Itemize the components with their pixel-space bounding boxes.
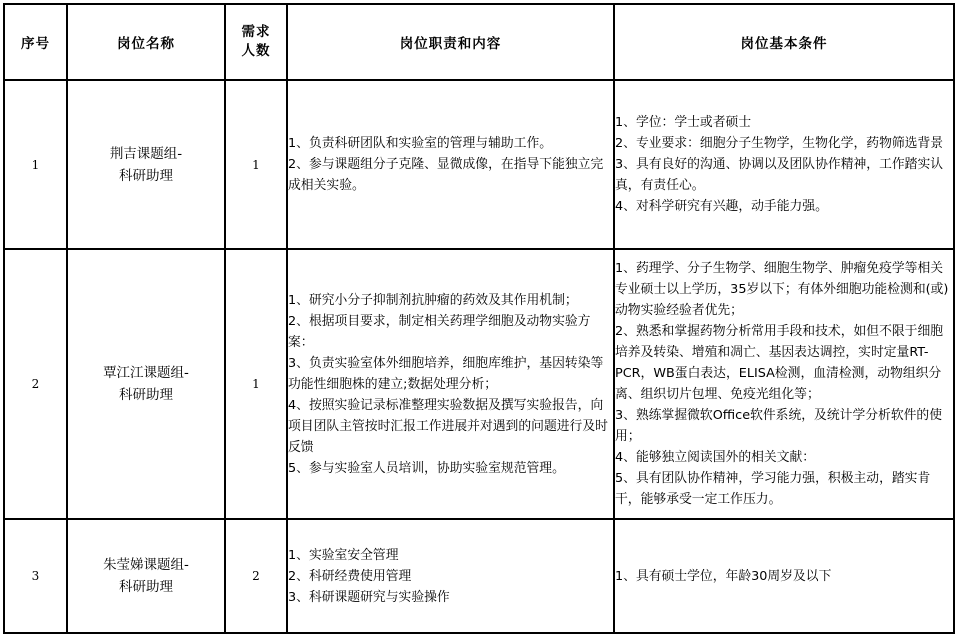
header-post: 岗位名称 <box>67 4 225 80</box>
row-duties <box>287 519 614 633</box>
header-qty-line2: 人数 <box>241 43 271 59</box>
duty-item: 1、负责科研团队和实验室的管理与辅助工作。 <box>288 136 553 151</box>
header-row <box>4 4 954 80</box>
row-duties <box>287 80 614 249</box>
requirement-item: 4、能够独立阅读国外的相关文献： <box>615 450 816 465</box>
requirement-item: 1、药理学、分子生物学、细胞生物学、肿瘤免疫学等相关专业硕士以上学历，35岁以下；有体外细胞功能检测和(或)动物实验经验者优先； <box>615 261 949 318</box>
post-line1: 荆吉课题组- <box>109 145 183 162</box>
table-row <box>4 519 954 633</box>
row-requirements <box>614 519 954 633</box>
duty-item: 2、根据项目要求，制定相关药理学细胞及动物实验方案： <box>288 313 591 350</box>
post-line1: 朱莹娣课题组- <box>103 557 189 573</box>
duty-item: 2、参与课题组分子克隆、显微成像，在指导下能独立完成相关实验。 <box>288 157 604 193</box>
header-qty <box>225 4 287 80</box>
job-table <box>3 3 955 634</box>
row-post <box>67 80 225 249</box>
requirement-item: 2、专业要求：细胞分子生物学，生物化学，药物筛选背景 <box>615 136 944 151</box>
row-seq: 2 <box>4 249 67 519</box>
row-requirements <box>614 80 954 249</box>
duty-item: 1、研究小分子抑制剂抗肿瘤的药效及其作用机制； <box>288 292 578 308</box>
header-requirements: 岗位基本条件 <box>614 4 954 80</box>
header-duties: 岗位职责和内容 <box>287 4 614 80</box>
post-line1: 覃江江课题组- <box>103 365 189 381</box>
row-qty: 1 <box>225 249 287 519</box>
requirement-item: 1、学位：学士或者硕士 <box>615 115 752 130</box>
row-requirements <box>614 249 954 519</box>
row-post <box>67 519 225 633</box>
row-seq: 3 <box>4 519 67 633</box>
post-line2: 科研助理 <box>119 387 173 403</box>
duty-item: 3、科研课题研究与实验操作 <box>288 589 450 605</box>
duty-item: 5、参与实验室人员培训，协助实验室规范管理。 <box>288 460 565 476</box>
requirement-item: 1、具有硕士学位，年龄30周岁及以下 <box>615 568 832 584</box>
row-duties <box>287 249 614 519</box>
row-qty: 1 <box>225 80 287 249</box>
table-row <box>4 249 954 519</box>
row-qty: 2 <box>225 519 287 633</box>
requirement-item: 4、对科学研究有兴趣，动手能力强。 <box>615 199 828 214</box>
post-line2: 科研助理 <box>119 167 173 184</box>
row-seq: 1 <box>4 80 67 249</box>
duty-item: 2、科研经费使用管理 <box>288 568 412 584</box>
requirement-item: 3、熟练掌握微软Office软件系统，及统计学分析软件的使用； <box>615 408 943 444</box>
requirement-item: 3、具有良好的沟通、协调以及团队协作精神，工作踏实认真，有责任心。 <box>615 157 944 193</box>
row-post <box>67 249 225 519</box>
duty-item: 4、按照实验记录标准整理实验数据及撰写实验报告，向项目团队主管按时汇报工作进展并对遇到的问题进行及时反馈 <box>288 397 608 455</box>
duty-item: 3、负责实验室体外细胞培养，细胞库维护，基因转染等功能性细胞株的建立;数据处理分析； <box>288 355 604 392</box>
requirement-item: 5、具有团队协作精神，学习能力强，积极主动，踏实肯干，能够承受一定工作压力。 <box>615 471 931 507</box>
table-row <box>4 80 954 249</box>
header-seq: 序号 <box>4 4 67 80</box>
post-line2: 科研助理 <box>119 579 173 595</box>
requirement-item: 2、熟悉和掌握药物分析常用手段和技术，如但不限于细胞培养及转染、增殖和凋亡、基因表达调控，实时定量RT-PCR，WB蛋白表达，ELISA检测，血清检测，动物组织分离、组织切片包埋、免疫光组化等； <box>615 324 944 402</box>
duty-item: 1、实验室安全管理 <box>288 547 399 563</box>
header-qty-line1: 需求 <box>241 24 271 40</box>
